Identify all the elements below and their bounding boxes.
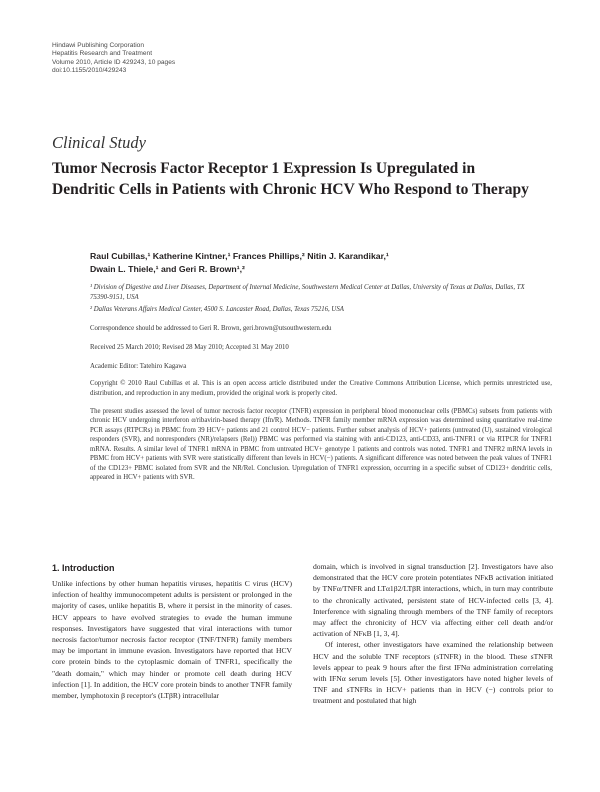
author-line-1: Raul Cubillas,¹ Katherine Kintner,¹ Frances Phillips,² Nitin J. Karandikar,¹	[90, 251, 389, 261]
intro-paragraph-3: Of interest, other investigators have examined the relationship between HCV and the soluble TNF receptors (sTNFR) in the blood. These sTNFR levels appear to peak 9 hours after the first IFNα administration correlating with IFNα serum levels [5]. Other investigators have noted higher levels of TNF and sTNFRs in HCV+ patients than in HCV (−) controls prior to treatment and postulated that high	[313, 640, 553, 706]
academic-editor: Academic Editor: Tatehiro Kagawa	[90, 363, 187, 370]
intro-column-2	[313, 561, 553, 707]
correspondence: Correspondence should be addressed to Geri R. Brown, geri.brown@utsouthwestern.edu	[90, 325, 332, 332]
intro-column-1	[52, 578, 292, 701]
affiliation-1: ¹ Division of Digestive and Liver Diseases, Department of Internal Medicine, Southwestern Medical Center at Dallas, University of Texas at Dallas, Dallas, TX 75390-9151, USA	[90, 284, 525, 301]
publisher: Hindawi Publishing Corporation	[52, 42, 144, 49]
intro-paragraph-1: Unlike infections by other human hepatitis viruses, hepatitis C virus (HCV) infection of healthy immunocompetent adults is persistent or prolonged in the majority of cases, unlike hepatitis B, where it persist in the minority of cases. HCV appears to have evolved strategies to evade the human immune responses. Investigators have suggested that viral interactions with tumor necrosis factor/tumor necrosis factor receptor (TNF/TNFR) family members may be important in immune evasion. Investigators have reported that HCV core protein binds to the cytoplasmic domain of TNFR1, specifically the "death domain," which may hinder or promote cell death during HCV infection [1]. In addition, the HCV core protein binds to another TNFR family member, lymphotoxin β receptor's (LTβR) intracellular	[52, 579, 292, 701]
intro-paragraph-2: domain, which is involved in signal transduction [2]. Investigators have also demonstrated that the HCV core protein potentiates NFκB activation initiated by TNFα/TNFR and LTα1β2/LTβR interactions, which, in turn may contribute to the chronically activated, persistent state of HCV-infected cells [3, 4]. Interference with signaling through members of the TNF family of receptors may affect the chronicity of HCV via affecting either cell death and/or activation of NFκB [1, 3, 4].	[313, 562, 553, 639]
affiliation-2: ² Dallas Veterans Affairs Medical Center, 4500 S. Lancaster Road, Dallas, Texas 75216, USA	[90, 306, 344, 313]
dates: Received 25 March 2010; Revised 28 May 2010; Accepted 31 May 2010	[90, 344, 289, 351]
paper-title: Tumor Necrosis Factor Receptor 1 Expression Is Upregulated in Dendritic Cells in Patients with Chronic HCV Who Respond to Therapy	[52, 160, 529, 198]
author-line-2: Dwain L. Thiele,¹ and Geri R. Brown¹,²	[90, 264, 245, 274]
article-type: Clinical Study	[52, 133, 146, 152]
doi: doi:10.1155/2010/429243	[52, 67, 127, 75]
journal-header	[52, 42, 175, 76]
section-heading: 1. Introduction	[52, 563, 115, 573]
volume-info: Volume 2010, Article ID 429243, 10 pages	[52, 58, 176, 66]
abstract: The present studies assessed the level of tumor necrosis factor receptor (TNFR) expression in peripheral blood mononuclear cells (PBMCs) subsets from patients with chronic HCV undergoing interferon α/ribavirin-based therapy (Ifn/R). Methods. TNFR family member mRNA expression was determined using quantitative real-time PCR assays (RTPCRs) in PBMC from 39 HCV+ patients and 21 control HCV− patients. Further subset analysis of HCV+ patients (untreated (U), sustained virological responders (SVR), and nonresponders (NR)/relapsers (Rel)) PBMC was performed via staining with anti-CD123, anti-CD33, anti-TNFR1 or via RTPCR for TNFR1 mRNA. Results. A similar level of TNFR1 mRNA in PBMC from untreated HCV+ genotype 1 patients and controls was noted. TNFR1 and TNFR2 mRNA levels in PBMC from HCV+ patients with SVR were statistically different than levels in HCV(−) patients. A significant difference was noted between the peak values of TNFR1 of the CD123+ PBMC isolated from SVR and the NR/Rel. Conclusion. Upregulation of TNFR1 expression, occurring in a specific subset of CD123+ dendritic cells, appeared in HCV+ patients with SVR.	[90, 408, 552, 482]
copyright: Copyright © 2010 Raul Cubillas et al. This is an open access article distributed under the Creative Commons Attribution License, which permits unrestricted use, distribution, and reproduction in any medium, provided the original work is properly cited.	[90, 380, 552, 397]
journal-name: Hepatitis Research and Treatment	[52, 50, 153, 58]
author-list	[90, 250, 530, 276]
